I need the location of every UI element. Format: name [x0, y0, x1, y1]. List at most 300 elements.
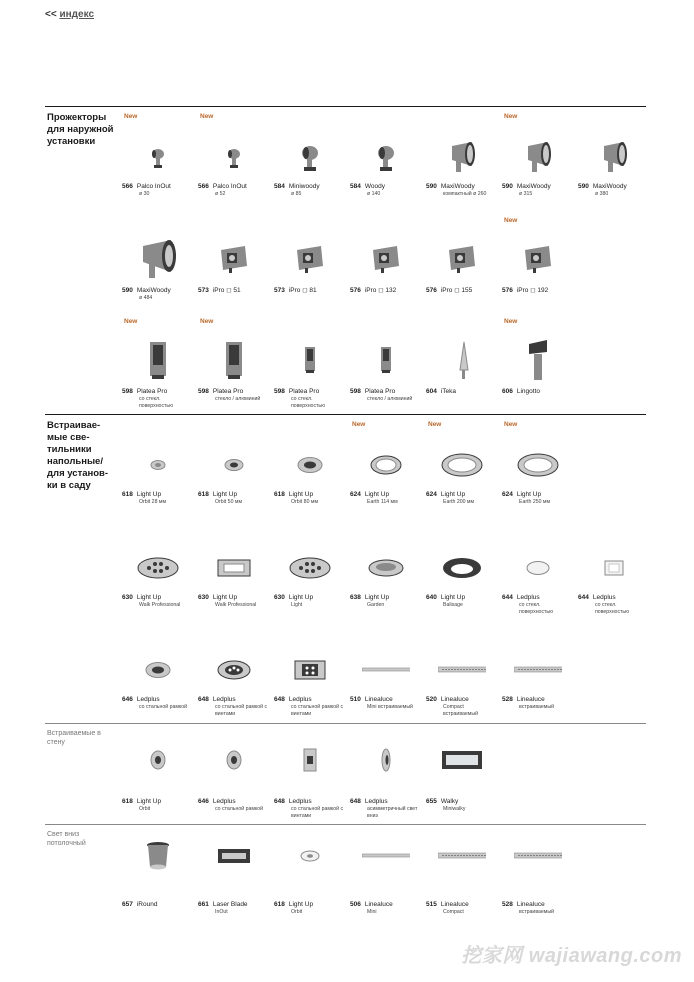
- ipro-icon: [210, 237, 258, 281]
- product-code: 598: [122, 388, 133, 395]
- product-code: 618: [122, 798, 133, 805]
- product-caption: [350, 594, 389, 609]
- product-variant: Walk Professional: [139, 602, 181, 608]
- product-variant: со стекл. поверхностью: [519, 602, 554, 615]
- disc-s-icon: [210, 443, 258, 487]
- disc-flat-small-icon: [286, 834, 334, 878]
- product-item[interactable]: [272, 421, 348, 521]
- lingotto-icon: [514, 338, 562, 382]
- product-code: 576: [502, 287, 513, 294]
- product-code: 566: [198, 183, 209, 190]
- product-variant: Garden: [367, 602, 385, 608]
- product-caption: [350, 388, 412, 403]
- product-caption: [350, 901, 393, 916]
- product-code: 515: [426, 901, 437, 908]
- product-name: Light Up: [136, 798, 162, 805]
- disc-l-icon: [362, 443, 410, 487]
- product-caption: [502, 696, 554, 711]
- new-badge: New: [124, 318, 138, 325]
- product-item[interactable]: [348, 217, 424, 317]
- product-name: Ledplus: [288, 798, 312, 805]
- product-code: 630: [122, 594, 133, 601]
- product-name: Walky: [440, 798, 459, 805]
- product-name: Ledplus: [288, 696, 312, 703]
- product-item[interactable]: [272, 524, 348, 624]
- product-item[interactable]: [500, 113, 576, 213]
- product-item[interactable]: [348, 728, 424, 828]
- product-variant: асимметричный свет вниз: [367, 806, 418, 819]
- product-name: Light Up: [364, 491, 390, 498]
- linear-thin-icon: [362, 648, 410, 692]
- spot-small-icon: [134, 135, 182, 179]
- product-variant: Compact: [443, 909, 464, 915]
- product-code: 630: [274, 594, 285, 601]
- product-code: 598: [350, 388, 361, 395]
- product-item[interactable]: [272, 830, 348, 930]
- product-code: 573: [274, 287, 285, 294]
- ipro-icon: [514, 237, 562, 281]
- spot-large-icon: [590, 135, 638, 179]
- product-item[interactable]: [272, 626, 348, 726]
- product-name: MaxiWoody: [136, 287, 171, 294]
- product-name: Platea Pro: [288, 388, 320, 395]
- product-code: 640: [426, 594, 437, 601]
- product-name: MaxiWoody: [592, 183, 627, 190]
- product-caption: [274, 287, 317, 295]
- product-code: 624: [502, 491, 513, 498]
- disc-dots-icon: [210, 648, 258, 692]
- product-caption: [198, 594, 256, 609]
- product-item[interactable]: [500, 318, 576, 418]
- product-code: 624: [426, 491, 437, 498]
- product-variant: Orbit 28 мм: [139, 499, 167, 505]
- product-item[interactable]: [120, 318, 196, 418]
- product-caption: [198, 696, 272, 718]
- laser-blade-icon: [210, 834, 258, 878]
- product-caption: [122, 183, 171, 198]
- product-code: 590: [426, 183, 437, 190]
- product-name: Linealuce: [440, 696, 469, 703]
- index-back-link[interactable]: [45, 9, 94, 20]
- product-variant: стекло / алюминий: [367, 396, 413, 402]
- product-item[interactable]: [120, 421, 196, 521]
- product-name: Linealuce: [440, 901, 469, 908]
- product-item[interactable]: [348, 830, 424, 930]
- product-code: 655: [426, 798, 437, 805]
- product-code: 618: [198, 491, 209, 498]
- product-caption: [122, 594, 180, 609]
- product-caption: [122, 388, 196, 410]
- disc-m-icon: [134, 648, 182, 692]
- product-code: 584: [274, 183, 285, 190]
- product-item[interactable]: [424, 421, 500, 521]
- wall-round-icon: [134, 738, 182, 782]
- product-caption: [350, 491, 398, 506]
- product-variant: Miniwalky: [443, 806, 466, 812]
- product-caption: [426, 696, 500, 718]
- product-item[interactable]: [196, 421, 272, 521]
- product-item[interactable]: [120, 626, 196, 726]
- product-code: 598: [274, 388, 285, 395]
- product-code: 604: [426, 388, 437, 395]
- product-name: Ledplus: [592, 594, 616, 601]
- product-code: 646: [122, 696, 133, 703]
- product-caption: [350, 287, 396, 295]
- product-name: Light Up: [288, 594, 314, 601]
- product-code: 576: [426, 287, 437, 294]
- product-variant: Mini встраиваемый: [367, 704, 413, 710]
- product-name: Platea Pro: [136, 388, 168, 395]
- product-caption: [274, 594, 313, 609]
- spot-small-icon: [210, 135, 258, 179]
- product-item[interactable]: [196, 728, 272, 828]
- ipro-icon: [286, 237, 334, 281]
- product-code: 618: [274, 901, 285, 908]
- product-name: Linealuce: [364, 901, 393, 908]
- product-caption: [198, 491, 242, 506]
- product-variant: Orbit: [139, 806, 151, 812]
- product-name: Light Up: [136, 491, 162, 498]
- section-divider: [45, 106, 646, 107]
- product-name: Light Up: [288, 901, 314, 908]
- product-variant: Light: [291, 602, 303, 608]
- product-code: 630: [198, 594, 209, 601]
- product-name: Platea Pro: [364, 388, 396, 395]
- product-variant: со стальной рамкой с винтами: [291, 806, 344, 819]
- linear-icon: [514, 648, 562, 692]
- product-variant: ø 484: [139, 295, 153, 301]
- product-caption: [198, 183, 247, 198]
- product-code: 618: [274, 491, 285, 498]
- new-badge: New: [124, 113, 138, 120]
- spot-medium-icon: [362, 135, 410, 179]
- linear-thin-icon: [362, 834, 410, 878]
- product-item[interactable]: [424, 217, 500, 317]
- product-code: 528: [502, 901, 513, 908]
- product-code: 644: [502, 594, 513, 601]
- product-code: 510: [350, 696, 361, 703]
- product-item[interactable]: [348, 421, 424, 521]
- product-caption: [426, 388, 456, 396]
- product-code: 648: [198, 696, 209, 703]
- product-caption: [426, 798, 465, 813]
- section-title: Встраивае-мые све-тильники напольные/ для установ-ки в саду: [47, 420, 109, 491]
- disc-m-icon: [286, 443, 334, 487]
- product-caption: [122, 491, 166, 506]
- product-variant: Mini: [367, 909, 377, 915]
- product-item[interactable]: [424, 113, 500, 213]
- product-caption: [198, 388, 260, 403]
- product-item[interactable]: [120, 217, 196, 317]
- product-variant: ø 85: [291, 191, 302, 197]
- back-link-label: индекс: [59, 9, 94, 20]
- product-code: 590: [122, 287, 133, 294]
- product-caption: [502, 183, 551, 198]
- product-item[interactable]: [120, 113, 196, 213]
- disc-xl-icon: [514, 443, 562, 487]
- product-caption: [274, 798, 348, 820]
- product-name: iPro ◻ 155: [440, 287, 473, 294]
- product-item[interactable]: [576, 113, 652, 213]
- ipro-icon: [362, 237, 410, 281]
- product-caption: [502, 901, 554, 916]
- product-item[interactable]: [272, 217, 348, 317]
- platea-icon: [134, 338, 182, 382]
- new-badge: New: [428, 421, 442, 428]
- square-dots-icon: [286, 648, 334, 692]
- product-name: iPro ◻ 132: [364, 287, 397, 294]
- product-item[interactable]: [196, 830, 272, 930]
- spot-medium-icon: [286, 135, 334, 179]
- product-item[interactable]: [348, 626, 424, 726]
- product-item[interactable]: [196, 318, 272, 418]
- product-name: Ledplus: [212, 798, 236, 805]
- product-code: 576: [350, 287, 361, 294]
- linear-icon: [514, 834, 562, 878]
- product-item[interactable]: [120, 830, 196, 930]
- product-item[interactable]: [196, 626, 272, 726]
- product-code: 648: [274, 696, 285, 703]
- product-name: Palco InOut: [136, 183, 171, 190]
- product-caption: [274, 388, 348, 410]
- product-caption: [198, 798, 263, 813]
- new-badge: New: [504, 318, 518, 325]
- product-code: 618: [122, 491, 133, 498]
- product-code: 661: [198, 901, 209, 908]
- product-variant: InOut: [215, 909, 228, 915]
- downlight-icon: [134, 834, 182, 878]
- product-item[interactable]: [120, 728, 196, 828]
- product-item[interactable]: [120, 524, 196, 624]
- product-caption: [578, 594, 652, 616]
- product-variant: со стальной рамкой с винтами: [291, 704, 344, 717]
- product-caption: [502, 388, 540, 396]
- wall-side-icon: [362, 738, 410, 782]
- product-name: Light Up: [364, 594, 390, 601]
- section-title: Встраиваемые в стену: [47, 730, 101, 746]
- product-variant: компактный ø 260: [443, 191, 487, 197]
- product-item[interactable]: [424, 626, 500, 726]
- product-code: 624: [350, 491, 361, 498]
- product-item[interactable]: [500, 626, 576, 726]
- product-caption: [274, 696, 348, 718]
- product-item[interactable]: [196, 524, 272, 624]
- wall-round-icon: [210, 738, 258, 782]
- product-variant: встраиваемый: [519, 704, 554, 710]
- product-caption: [350, 798, 424, 820]
- product-name: Ledplus: [212, 696, 236, 703]
- product-variant: Compact встраиваемый: [443, 704, 478, 717]
- product-item[interactable]: [348, 113, 424, 213]
- product-name: Palco InOut: [212, 183, 247, 190]
- product-item[interactable]: [196, 113, 272, 213]
- product-name: Ledplus: [516, 594, 540, 601]
- product-variant: ø 52: [215, 191, 226, 197]
- new-badge: New: [504, 421, 518, 428]
- new-badge: New: [200, 318, 214, 325]
- product-name: Laser Blade: [212, 901, 248, 908]
- product-item[interactable]: [500, 524, 576, 624]
- product-item[interactable]: [272, 318, 348, 418]
- product-caption: [122, 287, 171, 302]
- ipro-icon: [438, 237, 486, 281]
- product-caption: [502, 287, 548, 295]
- linear-icon: [438, 648, 486, 692]
- product-caption: [426, 491, 474, 506]
- product-caption: [578, 183, 627, 198]
- product-name: Ledplus: [136, 696, 160, 703]
- section-title: Прожекторы для наружной установки: [47, 112, 114, 147]
- product-variant: Earth 250 мм: [519, 499, 551, 505]
- rect-flat-icon: [210, 546, 258, 590]
- product-name: iPro ◻ 81: [288, 287, 317, 294]
- product-name: iPro ◻ 192: [516, 287, 549, 294]
- product-code: 648: [350, 798, 361, 805]
- product-name: Light Up: [516, 491, 542, 498]
- wall-square-icon: [286, 738, 334, 782]
- platea-icon: [210, 338, 258, 382]
- oval-ring-icon: [362, 546, 410, 590]
- product-item[interactable]: [272, 113, 348, 213]
- walky-icon: [438, 738, 486, 782]
- product-variant: со стекл. поверхностью: [291, 396, 326, 409]
- product-code: 638: [350, 594, 361, 601]
- product-item[interactable]: [348, 524, 424, 624]
- spot-large-icon: [514, 135, 562, 179]
- product-variant: ø 315: [519, 191, 533, 197]
- product-code: 506: [350, 901, 361, 908]
- product-code: 648: [274, 798, 285, 805]
- dome-icon: [438, 546, 486, 590]
- product-name: Linealuce: [516, 901, 545, 908]
- product-name: Woody: [364, 183, 385, 190]
- product-caption: [350, 183, 385, 198]
- product-caption: [122, 901, 157, 909]
- product-code: 646: [198, 798, 209, 805]
- product-variant: встраиваемый: [519, 909, 554, 915]
- disc-xs-icon: [134, 443, 182, 487]
- product-variant: стекло / алюминий: [215, 396, 261, 402]
- product-name: Miniwoody: [288, 183, 320, 190]
- product-name: Light Up: [136, 594, 162, 601]
- product-item[interactable]: [196, 217, 272, 317]
- product-name: Light Up: [212, 594, 238, 601]
- product-name: iPro ◻ 51: [212, 287, 241, 294]
- product-variant: ø 380: [595, 191, 609, 197]
- back-arrows-icon: <<: [45, 9, 57, 20]
- product-item[interactable]: [500, 217, 576, 317]
- product-caption: [426, 183, 486, 198]
- product-variant: Earth 200 мм: [443, 499, 475, 505]
- product-variant: Earth 114 мм: [367, 499, 398, 505]
- product-variant: Orbit 50 мм: [215, 499, 243, 505]
- product-code: 644: [578, 594, 589, 601]
- platea-small-icon: [286, 338, 334, 382]
- disc-xl-icon: [438, 443, 486, 487]
- product-item[interactable]: [424, 728, 500, 828]
- product-name: Light Up: [440, 491, 466, 498]
- product-caption: [350, 696, 413, 711]
- product-variant: со стекл. поверхностью: [595, 602, 630, 615]
- product-variant: ø 30: [139, 191, 150, 197]
- product-variant: ø 140: [367, 191, 381, 197]
- product-caption: [274, 491, 318, 506]
- product-code: 573: [198, 287, 209, 294]
- product-name: Linealuce: [364, 696, 393, 703]
- section-title: Свет вниз потолочный: [47, 831, 86, 847]
- product-name: Platea Pro: [212, 388, 244, 395]
- product-code: 520: [426, 696, 437, 703]
- product-variant: Orbit: [291, 909, 303, 915]
- product-item[interactable]: [500, 421, 576, 521]
- spot-xl-icon: [134, 237, 182, 281]
- product-name: MaxiWoody: [516, 183, 551, 190]
- product-code: 598: [198, 388, 209, 395]
- product-variant: Walk Professional: [215, 602, 257, 608]
- product-caption: [274, 183, 320, 198]
- product-name: Light Up: [212, 491, 238, 498]
- product-item[interactable]: [272, 728, 348, 828]
- product-code: 566: [122, 183, 133, 190]
- product-caption: [198, 901, 248, 916]
- product-variant: Balisage: [443, 602, 463, 608]
- product-caption: [122, 798, 161, 813]
- oval-led-icon: [286, 546, 334, 590]
- product-item[interactable]: [348, 318, 424, 418]
- new-badge: New: [200, 113, 214, 120]
- product-item[interactable]: [576, 524, 652, 624]
- product-caption: [122, 696, 187, 711]
- disc-flat-icon: [514, 546, 562, 590]
- product-name: Lingotto: [516, 388, 540, 395]
- watermark: 挖家网 wajiawang.com: [461, 945, 682, 967]
- product-code: 584: [350, 183, 361, 190]
- product-caption: [274, 901, 313, 916]
- product-name: Light Up: [440, 594, 466, 601]
- product-name: iTeka: [440, 388, 457, 395]
- product-caption: [502, 594, 576, 616]
- product-code: 590: [578, 183, 589, 190]
- iteka-icon: [438, 338, 486, 382]
- product-variant: Orbit 80 мм: [291, 499, 319, 505]
- product-code: 528: [502, 696, 513, 703]
- product-code: 657: [122, 901, 133, 908]
- product-name: Ledplus: [364, 798, 388, 805]
- product-caption: [502, 491, 550, 506]
- product-item[interactable]: [424, 524, 500, 624]
- product-item[interactable]: [500, 830, 576, 930]
- product-code: 606: [502, 388, 513, 395]
- product-item[interactable]: [424, 830, 500, 930]
- spot-large-icon: [438, 135, 486, 179]
- product-variant: со стекл. поверхностью: [139, 396, 174, 409]
- product-code: 590: [502, 183, 513, 190]
- new-badge: New: [352, 421, 366, 428]
- product-caption: [426, 287, 472, 295]
- product-variant: со стальной рамкой: [215, 806, 264, 812]
- product-name: Linealuce: [516, 696, 545, 703]
- oval-led-icon: [134, 546, 182, 590]
- product-caption: [426, 901, 469, 916]
- linear-icon: [438, 834, 486, 878]
- product-item[interactable]: [424, 318, 500, 418]
- product-variant: со стальной рамкой с винтами: [215, 704, 268, 717]
- platea-small-icon: [362, 338, 410, 382]
- square-flat-icon: [590, 546, 638, 590]
- new-badge: New: [504, 217, 518, 224]
- product-name: Light Up: [288, 491, 314, 498]
- product-name: MaxiWoody: [440, 183, 475, 190]
